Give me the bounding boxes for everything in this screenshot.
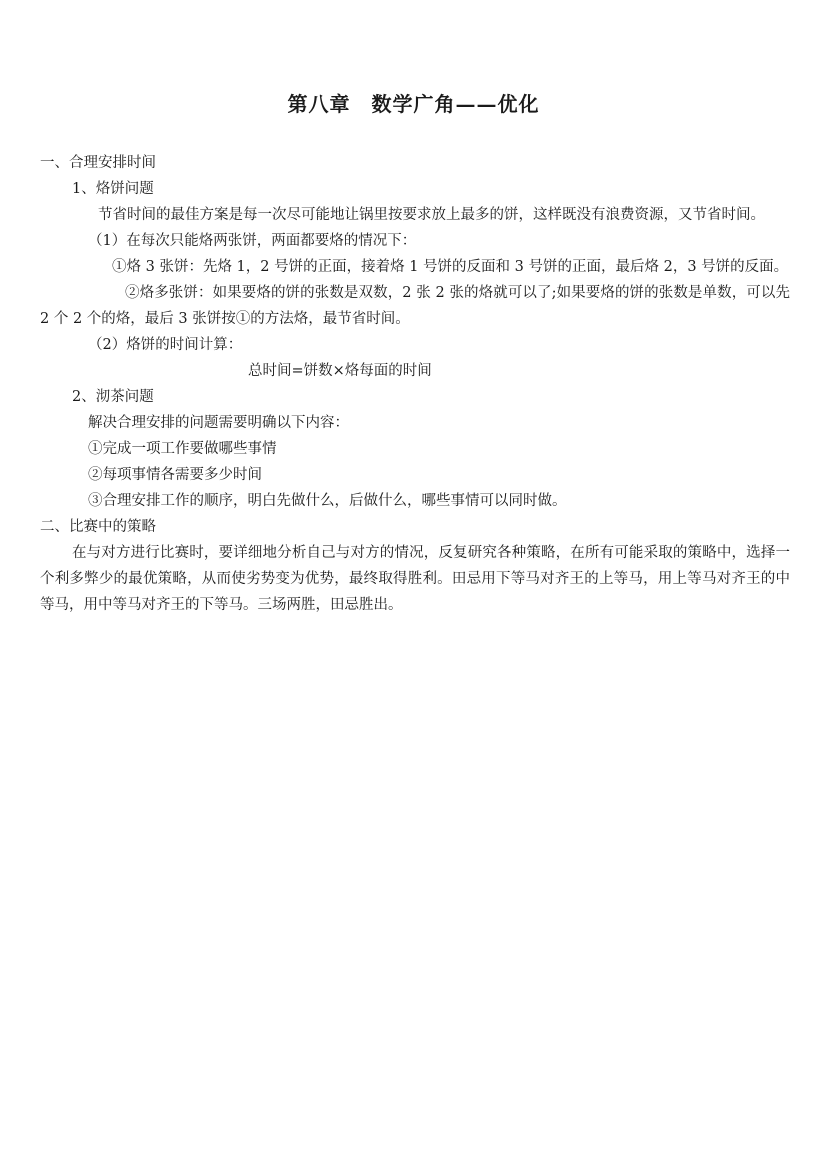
section-heading-strategy: 二、比赛中的策略 bbox=[40, 519, 156, 535]
subsection-heading-tea: 2、沏茶问题 bbox=[72, 389, 154, 405]
strategy-paragraph: 在与对方进行比赛时，要详细地分析自己与对方的情况，反复研究各种策略，在所有可能采取的策略中，选择一个利多弊少的最优策略，从而使劣势变为优势，最终取得胜利。田忌用下等马对齐王的上等马，用上等马对齐王的中等马，用中等马对齐王的下等马。三场两胜，田忌胜出。 bbox=[40, 545, 790, 613]
subsection-heading-pancake: 1、烙饼问题 bbox=[72, 181, 154, 197]
pancake-case2-heading: （2）烙饼的时间计算： bbox=[88, 337, 243, 353]
pancake-time-formula: 总时间=饼数×烙每面的时间 bbox=[248, 363, 432, 379]
tea-point-1: ①完成一项工作要做哪些事情 bbox=[88, 441, 277, 457]
document-body bbox=[40, 150, 790, 618]
tea-point-2: ②每项事情各需要多少时间 bbox=[88, 467, 262, 483]
pancake-case1-item2: ②烙多张饼：如果要烙的饼的张数是双数，2 张 2 张的烙就可以了;如果要烙的饼的张数是单数，可以先 2 个 2 个的烙，最后 3 张饼按①的方法烙，最节省时间。 bbox=[40, 285, 790, 327]
section-heading-time-arrangement: 一、合理安排时间 bbox=[40, 155, 156, 171]
pancake-intro-paragraph: 节省时间的最佳方案是每一次尽可能地让锅里按要求放上最多的饼，这样既没有浪费资源，又节省时间。 bbox=[98, 207, 765, 223]
pancake-case1-item1: ①烙 3 张饼：先烙 1，2 号饼的正面，接着烙 1 号饼的反面和 3 号饼的正面，最后烙 2，3 号饼的反面。 bbox=[112, 259, 789, 275]
tea-intro: 解决合理安排的问题需要明确以下内容： bbox=[88, 415, 349, 431]
tea-point-3: ③合理安排工作的顺序，明白先做什么，后做什么，哪些事情可以同时做。 bbox=[88, 493, 567, 509]
page-title: 第八章 数学广角——优化 bbox=[287, 92, 540, 116]
pancake-case1-heading: （1）在每次只能烙两张饼，两面都要烙的情况下： bbox=[88, 233, 417, 249]
